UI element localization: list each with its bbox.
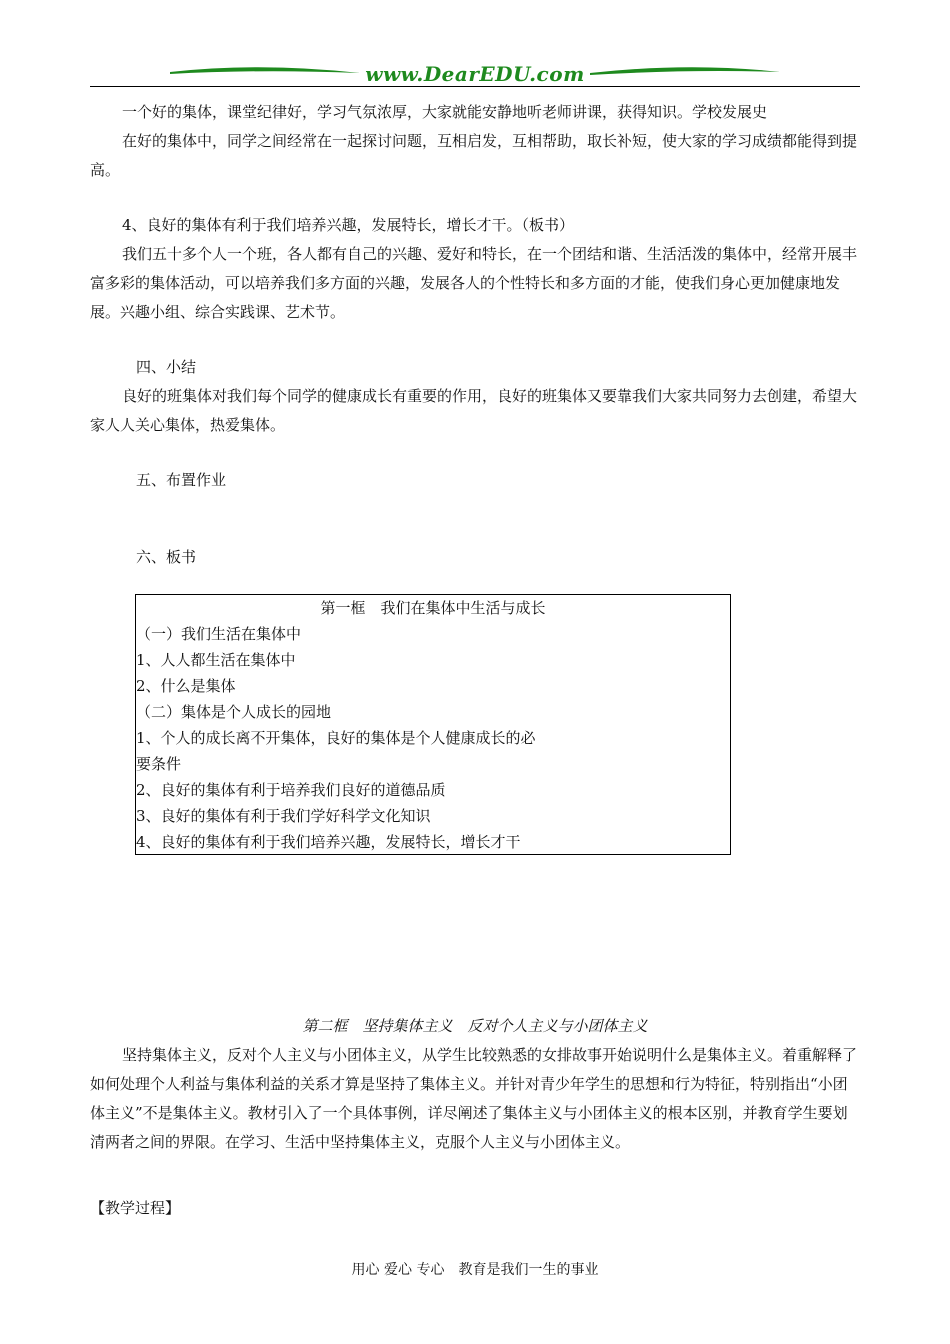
paragraph: 一个好的集体，课堂纪律好，学习气氛浓厚，大家就能安静地听老师讲课，获得知识。学校发展史	[122, 103, 768, 121]
board-line: 4、良好的集体有利于我们培养兴趣，发展特长，增长才干	[136, 833, 521, 851]
header-rule	[90, 86, 860, 87]
page-footer: 用心 爱心 专心 教育是我们一生的事业	[351, 1262, 599, 1278]
board-outline-box	[135, 594, 731, 855]
paragraph: 在好的集体中，同学之间经常在一起探讨问题，互相启发，互相帮助，取长补短，使大家的学习成绩都能得到提高。	[90, 132, 858, 179]
page-header	[90, 60, 860, 90]
point-heading: 4、良好的集体有利于我们培养兴趣，发展特长，增长才干。（板书）	[122, 216, 575, 234]
board-line: 1、个人的成长离不开集体，良好的集体是个人健康成长的必	[136, 729, 536, 747]
paragraph: 坚持集体主义，反对个人主义与小团体主义，从学生比较熟悉的女排故事开始说明什么是集体主义。着重解释了如何处理个人利益与集体利益的关系才算是坚持了集体主义。并针对青少年学生的思想和行为特征，特别指出“小团体主义”不是集体主义。教材引入了一个具体事例，详尽阐述了集体主义与小团体主义的根本区别，并教育学生要划清两者之间的界限。在学习、生活中坚持集体主义，克服个人主义与小团体主义。	[90, 1046, 858, 1151]
section-heading-board: 六、板书	[136, 548, 197, 566]
board-line: （二）集体是个人成长的园地	[136, 703, 332, 721]
board-line: （一）我们生活在集体中	[136, 625, 302, 643]
paragraph: 良好的班集体对我们每个同学的健康成长有重要的作用，良好的班集体又要靠我们大家共同努力去创建，希望大家人人关心集体，热爱集体。	[90, 387, 858, 434]
section-two-title: 第二框 坚持集体主义 反对个人主义与小团体主义	[302, 1017, 648, 1035]
site-logo-text: www.DearEDU.com	[365, 62, 585, 86]
document-body	[90, 98, 860, 572]
board-line: 1、人人都生活在集体中	[136, 651, 296, 669]
teaching-process-heading: 【教学过程】	[90, 1199, 181, 1217]
section-two	[90, 1012, 860, 1157]
board-title: 第一框 我们在集体中生活与成长	[320, 599, 546, 617]
section-heading-homework: 五、布置作业	[136, 471, 227, 489]
board-line: 3、良好的集体有利于我们学好科学文化知识	[136, 807, 431, 825]
section-heading-summary: 四、小结	[136, 358, 197, 376]
board-line: 要条件	[136, 755, 182, 773]
board-line: 2、什么是集体	[136, 677, 236, 695]
paragraph: 我们五十多个人一个班，各人都有自己的兴趣、爱好和特长，在一个团结和谐、生活活泼的集体中，经常开展丰富多彩的集体活动，可以培养我们多方面的兴趣，发展各人的个性特长和多方面的才能，使我们身心更加健康地发展。兴趣小组、综合实践课、艺术节。	[90, 245, 858, 321]
board-line: 2、良好的集体有利于培养我们良好的道德品质	[136, 781, 446, 799]
